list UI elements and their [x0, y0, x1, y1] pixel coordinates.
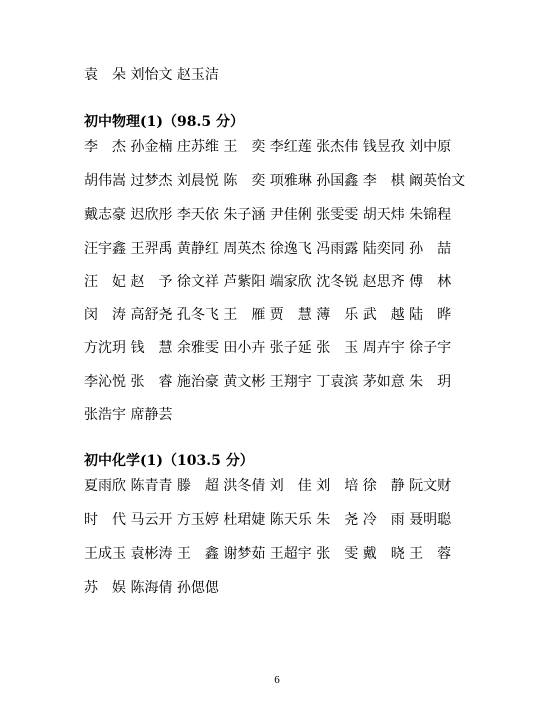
name-list-line: 胡伟嵩 过梦杰 刘晨悦 陈 奕 项雅琳 孙国鑫 李 棋 阚英怡文: [84, 173, 466, 189]
page-number: 6: [274, 674, 280, 686]
name-list-line: 汪 妃 赵 予 徐文祥 芦紫阳 端家欣 沈冬锐 赵思齐 傅 林: [84, 274, 452, 290]
section-heading-physics: 初中物理(1)（98.5 分）: [84, 114, 244, 130]
name-list-line: 李 杰 孙金楠 庄苏维 王 奕 李红莲 张杰伟 钱昱孜 刘中原: [84, 139, 452, 155]
name-list-line: 袁 朵 刘怡文 赵玉洁: [84, 67, 219, 83]
name-list-line: 夏雨欣 陈青青 滕 超 洪冬倩 刘 佳 刘 培 徐 静 阮文财: [84, 478, 452, 494]
name-list-line: 汪宇鑫 王羿禹 黄静红 周英杰 徐逸飞 冯雨露 陆奕同 孙 喆: [84, 241, 452, 257]
name-list-line: 闵 涛 高舒尧 孔冬飞 王 雁 贾 慧 薄 乐 武 越 陆 晔: [84, 307, 452, 323]
name-list-line: 苏 娱 陈海倩 孙偲偲: [84, 580, 219, 596]
name-list-line: 王成玉 袁彬涛 王 鑫 谢梦茹 王超宇 张 雯 戴 晓 王 蓉: [84, 546, 452, 562]
name-list-line: 李沁悦 张 睿 施治豪 黄文彬 王翔宇 丁袁滨 茅如意 朱 玥: [84, 374, 452, 390]
name-list-line: 戴志豪 迟欣彤 李天依 朱子涵 尹佳俐 张雯雯 胡天炜 朱锦程: [84, 207, 452, 223]
section-heading-chemistry: 初中化学(1)（103.5 分）: [84, 453, 254, 469]
name-list-line: 张浩宇 席静芸: [84, 407, 173, 423]
name-list-line: 方沈玥 钱 慧 余雅雯 田小卉 张子延 张 玉 周卉宇 徐子宇: [84, 340, 452, 356]
name-list-line: 时 代 马云开 方玉婷 杜珺婕 陈天乐 朱 尧 冷 雨 聂明聪: [84, 512, 452, 528]
